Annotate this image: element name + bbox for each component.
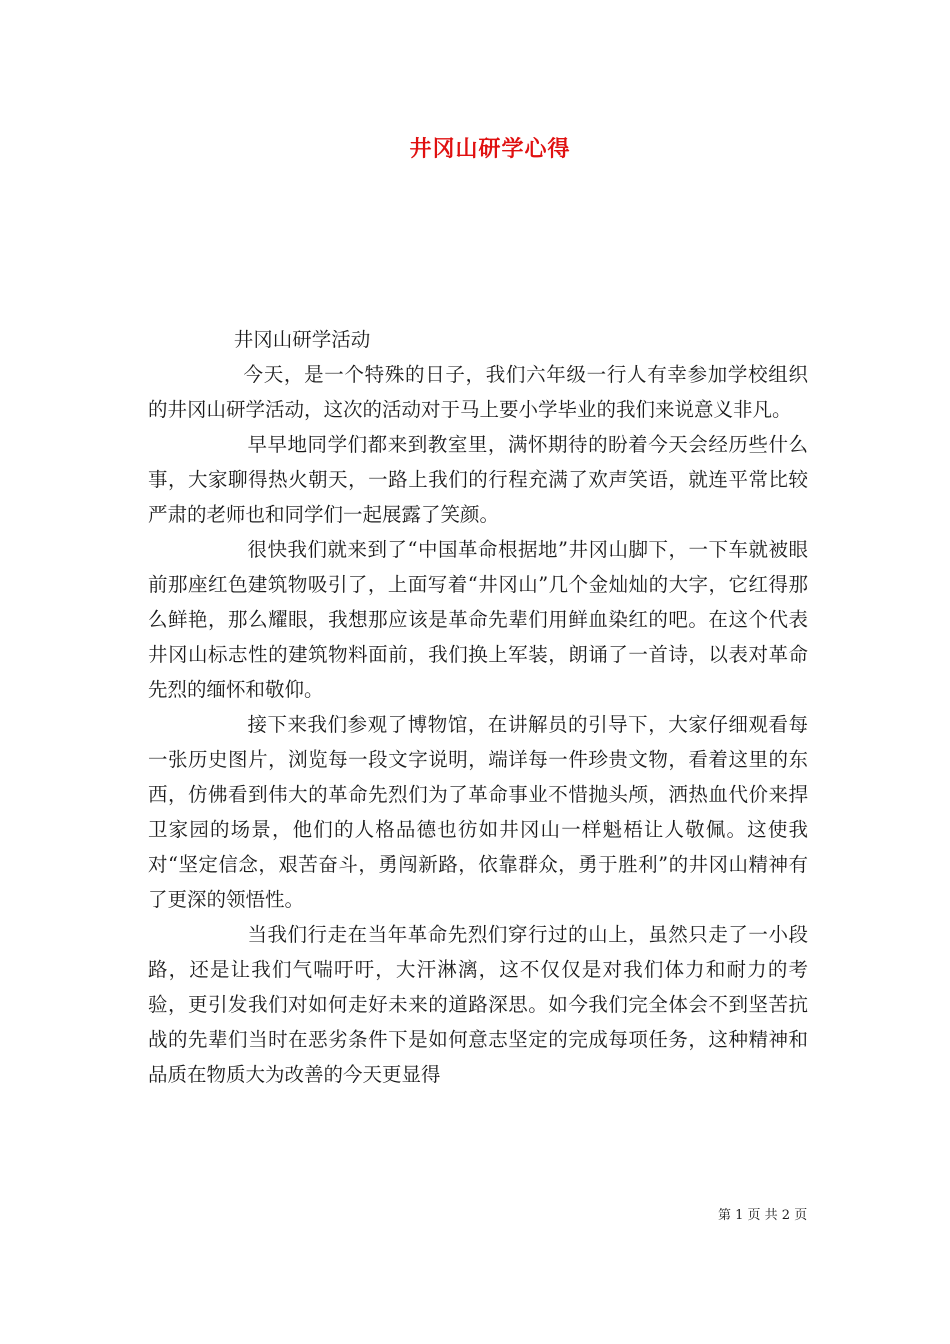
paragraph-2: 早早地同学们都来到教室里，满怀期待的盼着今天会经历些什么事，大家聊得热火朝天，一路上我们的行程充满了欢声笑语，就连平常比较严肃的老师也和同学们一起展露了笑颜。: [148, 433, 808, 526]
paragraph-1: 今天，是一个特殊的日子，我们六年级一行人有幸参加学校组织的井冈山研学活动，这次的活动对于马上要小学毕业的我们来说意义非凡。: [148, 363, 808, 421]
paragraph-5: 当我们行走在当年革命先烈们穿行过的山上，虽然只走了一小段路，还是让我们气喘吁吁，大汗淋漓，这不仅仅是对我们体力和耐力的考验，更引发我们对如何走好未来的道路深思。如今我们完全体会不到坚苦抗战的先辈们当时在恶劣条件下是如何意志坚定的完成每项任务，这种精神和品质在物质大为改善的今天更显得: [148, 923, 808, 1086]
subheading: 井冈山研学活动: [233, 328, 371, 351]
document-body: [148, 322, 808, 1092]
page-title: 井冈山研学心得: [409, 136, 571, 162]
page-number-footer: 第 1 页 共 2 页: [718, 1208, 808, 1223]
paragraph-3: 很快我们就来到了“中国革命根据地”井冈山脚下，一下车就被眼前那座红色建筑物吸引了，上面写着“井冈山”几个金灿灿的大字，它红得那么鲜艳，那么耀眼，我想那应该是革命先辈们用鲜血染红的吧。在这个代表井冈山标志性的建筑物料面前，我们换上军装，朗诵了一首诗，以表对革命先烈的缅怀和敬仰。: [148, 538, 808, 701]
paragraph-4: 接下来我们参观了博物馆，在讲解员的引导下，大家仔细观看每一张历史图片，浏览每一段文字说明，端详每一件珍贵文物，看着这里的东西，仿佛看到伟大的革命先烈们为了革命事业不惜抛头颅，洒热血代价来捍卫家园的场景，他们的人格品德也彷如井冈山一样魁梧让人敬佩。这使我对“坚定信念，艰苦奋斗，勇闯新路，依靠群众，勇于胜利”的井冈山精神有了更深的领悟性。: [148, 713, 808, 911]
